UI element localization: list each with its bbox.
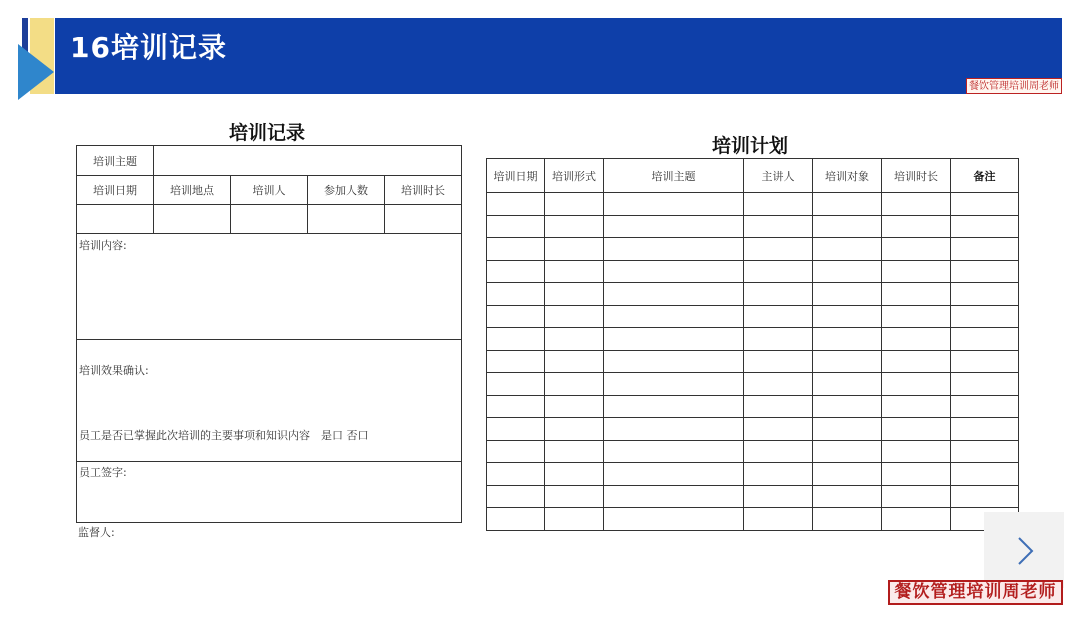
table-cell[interactable]	[813, 418, 882, 441]
table-cell[interactable]	[744, 215, 813, 238]
table-cell[interactable]	[487, 238, 545, 261]
col-date-label: 培训日期	[77, 176, 154, 204]
table-cell[interactable]	[545, 328, 604, 351]
table-row	[487, 485, 1019, 508]
table-cell[interactable]	[604, 305, 744, 328]
table-row	[487, 373, 1019, 396]
table-cell[interactable]	[951, 440, 1019, 463]
table-cell[interactable]	[744, 350, 813, 373]
plan-col-topic: 培训主题	[604, 159, 744, 193]
table-cell[interactable]	[487, 215, 545, 238]
table-cell[interactable]	[487, 463, 545, 486]
col-attendees-label: 参加人数	[308, 176, 385, 204]
table-cell[interactable]	[487, 328, 545, 351]
table-cell[interactable]	[545, 508, 604, 531]
table-cell[interactable]	[604, 508, 744, 531]
plan-col-date: 培训日期	[487, 159, 545, 193]
form-row-content[interactable]	[77, 234, 461, 340]
plan-col-speaker: 主讲人	[744, 159, 813, 193]
table-cell[interactable]	[813, 193, 882, 216]
table-row	[487, 193, 1019, 216]
table-row	[487, 350, 1019, 373]
table-cell[interactable]	[487, 305, 545, 328]
col-trainer-label: 培训人	[231, 176, 308, 204]
page-title: 16培训记录	[70, 31, 227, 64]
table-cell[interactable]	[487, 418, 545, 441]
table-body	[487, 193, 1019, 531]
table-cell[interactable]	[604, 463, 744, 486]
table-cell[interactable]	[744, 328, 813, 351]
table-cell[interactable]	[882, 440, 951, 463]
table-cell[interactable]	[744, 238, 813, 261]
table-cell[interactable]	[487, 508, 545, 531]
date-value[interactable]	[77, 205, 154, 233]
col-location-label: 培训地点	[154, 176, 231, 204]
table-cell[interactable]	[545, 283, 604, 306]
table-cell[interactable]	[604, 215, 744, 238]
table-cell[interactable]	[882, 283, 951, 306]
table-cell[interactable]	[744, 418, 813, 441]
table-row	[487, 463, 1019, 486]
table-cell[interactable]	[545, 305, 604, 328]
table-cell[interactable]	[604, 395, 744, 418]
table-cell[interactable]	[545, 350, 604, 373]
table-cell[interactable]	[604, 440, 744, 463]
table-cell[interactable]	[545, 260, 604, 283]
table-cell[interactable]	[882, 260, 951, 283]
table-cell[interactable]	[744, 283, 813, 306]
form-row-effect	[77, 340, 461, 462]
table-cell[interactable]	[545, 418, 604, 441]
table-cell[interactable]	[951, 305, 1019, 328]
form-row-headers	[77, 176, 461, 205]
table-row	[487, 215, 1019, 238]
chevron-right-icon[interactable]	[1014, 536, 1036, 566]
duration-value[interactable]	[385, 205, 461, 233]
table-cell[interactable]	[604, 238, 744, 261]
plan-col-audience: 培训对象	[813, 159, 882, 193]
col-duration-label: 培训时长	[401, 184, 445, 197]
table-cell[interactable]	[813, 283, 882, 306]
table-cell[interactable]	[487, 350, 545, 373]
table-cell[interactable]	[813, 395, 882, 418]
table-row	[487, 260, 1019, 283]
table-cell[interactable]	[951, 328, 1019, 351]
table-cell[interactable]	[951, 485, 1019, 508]
table-cell[interactable]	[744, 440, 813, 463]
table-cell[interactable]	[604, 418, 744, 441]
topic-label: 培训主题	[77, 146, 154, 175]
header-banner	[0, 0, 1080, 110]
table-cell[interactable]	[813, 485, 882, 508]
supervisor-label: 监督人:	[78, 526, 115, 539]
footer-seal-stamp: 餐饮管理培训周老师	[888, 580, 1063, 605]
topic-value[interactable]	[154, 146, 461, 175]
training-record-form	[76, 145, 462, 523]
table-row	[487, 328, 1019, 351]
table-cell[interactable]	[545, 215, 604, 238]
table-cell[interactable]	[487, 193, 545, 216]
table-cell[interactable]	[813, 260, 882, 283]
table-cell[interactable]	[604, 283, 744, 306]
table-cell[interactable]	[951, 283, 1019, 306]
table-cell[interactable]	[813, 508, 882, 531]
table-cell[interactable]	[545, 485, 604, 508]
table-cell[interactable]	[882, 350, 951, 373]
content-label: 培训内容:	[79, 239, 127, 252]
table-cell[interactable]	[744, 395, 813, 418]
table-row	[487, 283, 1019, 306]
table-cell[interactable]	[951, 463, 1019, 486]
table-cell[interactable]	[951, 418, 1019, 441]
table-cell[interactable]	[882, 373, 951, 396]
table-cell[interactable]	[744, 508, 813, 531]
table-cell[interactable]	[545, 238, 604, 261]
attendees-value[interactable]	[308, 205, 385, 233]
banner-triangle-icon	[18, 44, 54, 100]
table-cell[interactable]	[813, 373, 882, 396]
table-cell[interactable]	[813, 328, 882, 351]
table-cell[interactable]	[882, 485, 951, 508]
table-cell[interactable]	[951, 215, 1019, 238]
table-cell[interactable]	[487, 440, 545, 463]
record-title: 培训记录	[229, 122, 306, 144]
table-cell[interactable]	[951, 193, 1019, 216]
table-cell[interactable]	[951, 238, 1019, 261]
table-cell[interactable]	[882, 395, 951, 418]
confirm-text: 员工是否已掌握此次培训的主要事项和知识内容 是口 否口	[79, 429, 369, 442]
plan-col-notes: 备注	[951, 159, 1019, 193]
table-cell[interactable]	[951, 395, 1019, 418]
table-cell[interactable]	[813, 305, 882, 328]
training-plan-table	[486, 158, 1019, 531]
table-cell[interactable]	[813, 350, 882, 373]
table-cell[interactable]	[604, 260, 744, 283]
table-cell[interactable]	[882, 463, 951, 486]
table-cell[interactable]	[882, 418, 951, 441]
table-cell[interactable]	[813, 215, 882, 238]
plan-col-duration: 培训时长	[882, 159, 951, 193]
table-cell[interactable]	[951, 260, 1019, 283]
table-cell[interactable]	[882, 328, 951, 351]
table-cell[interactable]	[545, 440, 604, 463]
table-cell[interactable]	[744, 305, 813, 328]
table-row	[487, 440, 1019, 463]
table-row	[487, 238, 1019, 261]
table-cell[interactable]	[604, 328, 744, 351]
table-cell[interactable]	[487, 395, 545, 418]
trainer-value[interactable]	[231, 205, 308, 233]
plan-col-format: 培训形式	[545, 159, 604, 193]
table-cell[interactable]	[882, 305, 951, 328]
table-cell[interactable]	[882, 238, 951, 261]
table-cell[interactable]	[545, 463, 604, 486]
header-seal-stamp: 餐饮管理培训周老师	[966, 78, 1062, 94]
table-cell[interactable]	[813, 463, 882, 486]
table-cell[interactable]	[545, 373, 604, 396]
signature-label: 员工签字:	[79, 466, 127, 479]
table-row	[487, 395, 1019, 418]
table-row	[487, 418, 1019, 441]
table-cell[interactable]	[951, 350, 1019, 373]
table-cell[interactable]	[951, 373, 1019, 396]
table-cell[interactable]	[744, 485, 813, 508]
location-value[interactable]	[154, 205, 231, 233]
table-cell[interactable]	[604, 350, 744, 373]
table-cell[interactable]	[744, 463, 813, 486]
table-cell[interactable]	[604, 485, 744, 508]
table-cell[interactable]	[604, 373, 744, 396]
table-cell[interactable]	[744, 193, 813, 216]
form-row-values	[77, 205, 461, 234]
table-cell[interactable]	[744, 373, 813, 396]
table-cell[interactable]	[813, 238, 882, 261]
plan-title: 培训计划	[712, 135, 789, 157]
table-cell[interactable]	[882, 508, 951, 531]
form-row-signature[interactable]	[77, 462, 461, 522]
table-cell[interactable]	[744, 260, 813, 283]
table-cell[interactable]	[487, 485, 545, 508]
table-row	[487, 305, 1019, 328]
table-cell[interactable]	[813, 440, 882, 463]
table-cell[interactable]	[545, 395, 604, 418]
table-cell[interactable]	[487, 260, 545, 283]
table-cell[interactable]	[545, 193, 604, 216]
effect-label: 培训效果确认:	[79, 364, 149, 377]
table-header-row	[487, 159, 1019, 193]
table-row	[487, 508, 1019, 531]
table-cell[interactable]	[604, 193, 744, 216]
table-cell[interactable]	[487, 373, 545, 396]
table-cell[interactable]	[882, 193, 951, 216]
table-cell[interactable]	[882, 215, 951, 238]
table-cell[interactable]	[487, 283, 545, 306]
form-row-topic	[77, 146, 461, 176]
